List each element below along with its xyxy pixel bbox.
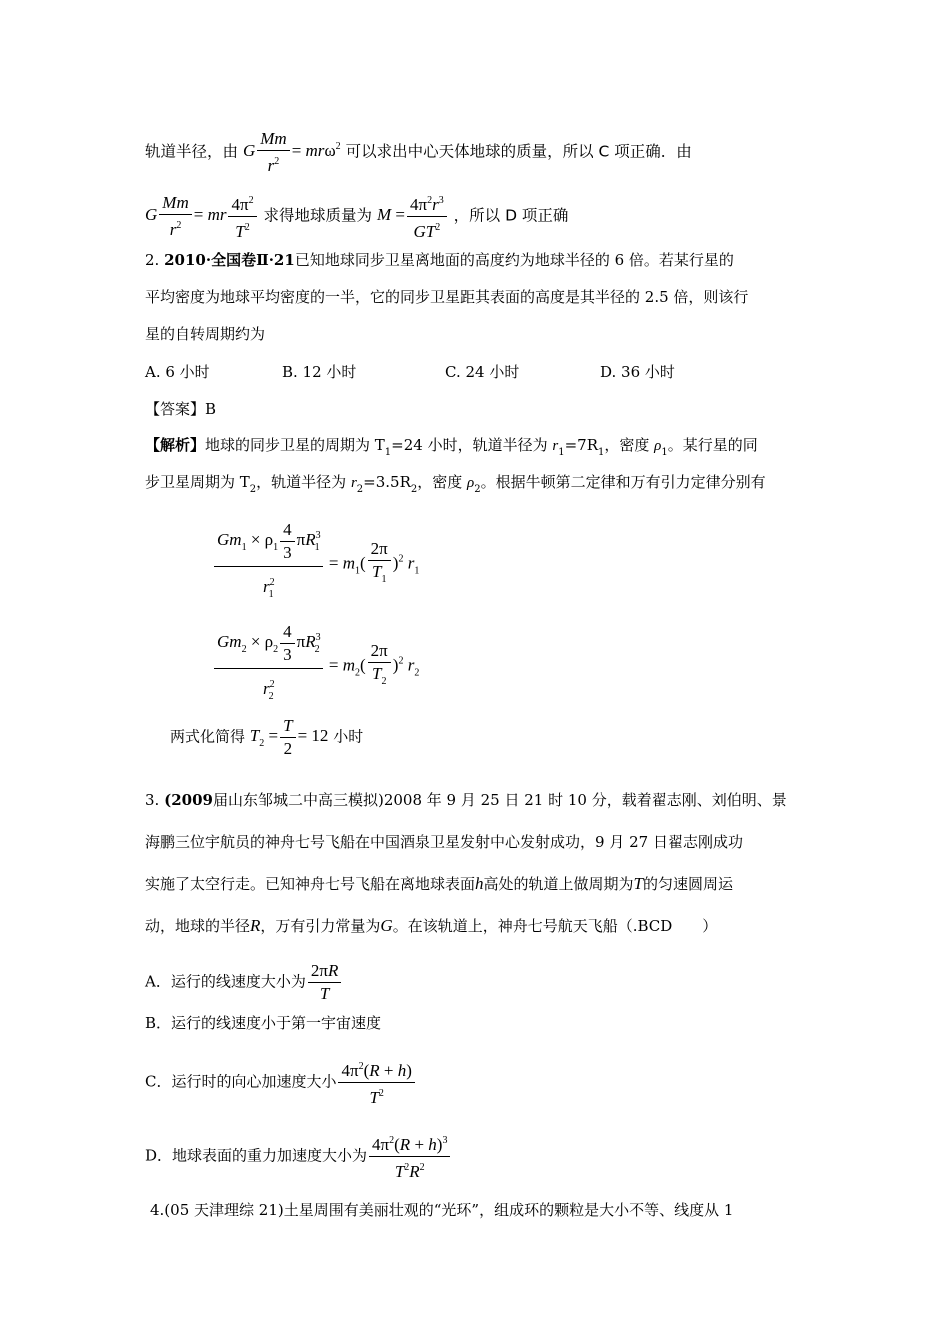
option-d: D. 36 小时 (600, 363, 675, 381)
text: ，密度 (417, 473, 468, 491)
question-number: 2. (145, 251, 160, 269)
option-a: A. 6 小时 (145, 363, 210, 381)
option-text: D．地球表面的重力加速度大小为 (145, 1146, 368, 1165)
question-text: 2008 年 9 月 25 日 21 时 10 分，载着翟志刚、刘伯明、景 (383, 791, 787, 809)
text: 求得地球质量为 (263, 206, 373, 225)
text: 地球的同步卫星的周期为 T (205, 436, 385, 454)
text: ，轨道半径为 (256, 473, 351, 491)
option-b: B. 12 小时 (282, 363, 357, 381)
question-source-year: (2009 (164, 791, 213, 809)
q3-stem-line-4: 动，地球的半径R，万有引力常量为G。在该轨道上，神舟七号航天飞船（.BCD ） (145, 916, 718, 935)
text: ，所以 D 项正确 (453, 206, 569, 225)
q3-option-b: B．运行的线速度小于第一宇宙速度 (145, 1014, 382, 1032)
q2-analysis-line-1: 【解析】地球的同步卫星的周期为 $T_1=24$ 小时，轨道半径为 $r_1=7R_1$，密度 $\rho_1$。某行星的同 (145, 436, 758, 458)
text: 高处的轨道上做周期为 (483, 875, 634, 893)
text: 轨道半径，由 (145, 142, 239, 161)
text: =3.5R (363, 473, 411, 491)
q2-stem-line-1 (145, 250, 734, 270)
q2-stem-line-2: 平均密度为地球平均密度的一半，它的同步卫星距其表面的高度是其半径的 2.5 倍，则该行 (145, 288, 749, 306)
analysis-tag: 【解析】 (145, 436, 206, 454)
text: =7R (564, 436, 598, 454)
text: 动，地球的半径 (145, 917, 251, 935)
option-text: A．运行的线速度大小为 (145, 972, 306, 991)
continuation-line-2 (145, 190, 568, 243)
q2-analysis-line-2: 步卫星周期为 $T_2$，轨道半径为 $r_2=3.5R_2$，密度 $\rho_2$。根据牛顿第二定律和万有引力定律分别有 (145, 473, 766, 495)
simplification-line: 两式化简得 $T_2$ = $\frac{T}{2}$ = 12 小时 (170, 716, 364, 758)
text: ，万有引力常量为 (260, 917, 381, 935)
text: 的匀速圆周运 (643, 875, 734, 893)
continuation-line-1 (145, 128, 692, 177)
formula-gravity-period: G $\frac{Mm}{r^2}$ = mr $\frac{4\pi^2}{T^2}$ (145, 205, 259, 224)
question-source: 届山东邹城二中高三模拟) (212, 791, 384, 809)
q3-stem-line-2: 海鹏三位宇航员的神舟七号飞船在中国酒泉卫星发射中心发射成功，9 月 27 日翟志刚成功 (145, 833, 743, 851)
text: 。某行星的同 (667, 436, 758, 454)
formula-gravity-omega: G $\frac{Mm}{r^2}$ = mrω$^2$ (242, 129, 341, 175)
q3-stem-line-3: 实施了太空行走。已知神舟七号飞船在离地球表面h高处的轨道上做周期为T的匀速圆周运 (145, 874, 734, 893)
equation-1: $Gm_1 \times \rho_1$ $\frac{4}{3}$ $\pi R^3_1$ $r^2_1$ = $m_1$( $\frac{2\pi}{T_1}$ )$^2$ $r_1$ (212, 518, 419, 611)
text: ，密度 (604, 436, 655, 454)
q3-option-d: D．地球表面的重力加速度大小为 $\frac{4\pi^2(R + h)^3}{T^2R^2}$ (145, 1130, 452, 1183)
q4-stem-line-1: 4.(05 天津理综 21)土星周围有美丽壮观的“光环”，组成环的颗粒是大小不等、线度从 1 (150, 1201, 734, 1219)
option-text: C．运行时的向心加速度大小 (145, 1072, 337, 1091)
q3-option-a: A．运行的线速度大小为 $\frac{2\pi R}{T}$ (145, 960, 343, 1005)
text: 实施了太空行走。已知神舟七号飞船在离地球表面 (145, 875, 476, 893)
q2-stem-line-3: 星的自转周期约为 (145, 325, 266, 343)
question-text: 已知地球同步卫星离地面的高度约为地球半径的 6 倍。若某行星的 (294, 251, 734, 269)
question-number: 3. (145, 791, 160, 809)
question-source: 2010·全国卷Ⅱ·21 (164, 251, 295, 269)
text: 。在该轨道上，神舟七号航天飞船（.BCD ） (392, 917, 718, 935)
text: 小时 (333, 727, 364, 746)
text: 可以求出中心天体地球的质量，所以 C 项正确．由 (345, 142, 692, 161)
text: 。根据牛顿第二定律和万有引力定律分别有 (480, 473, 766, 491)
q3-stem-line-1 (145, 790, 787, 810)
text: =24 小时，轨道半径为 (391, 436, 553, 454)
q2-answer: 【答案】B (145, 400, 217, 418)
q3-option-c: C．运行时的向心加速度大小 $\frac{4\pi^2(R + h)}{T^2}$ (145, 1056, 417, 1109)
text: 步卫星周期为 T (145, 473, 250, 491)
text: 两式化简得 (170, 727, 246, 746)
equation-2: $Gm_2 \times \rho_2$ $\frac{4}{3}$ $\pi R^3_2$ $r^2_2$ = $m_2$( $\frac{2\pi}{T_2}$ )$^2$ $r_2$ (212, 620, 419, 713)
formula-earth-mass: M = $\frac{4\pi^2r^3}{GT^2}$ (377, 205, 449, 224)
option-c: C. 24 小时 (445, 363, 520, 381)
